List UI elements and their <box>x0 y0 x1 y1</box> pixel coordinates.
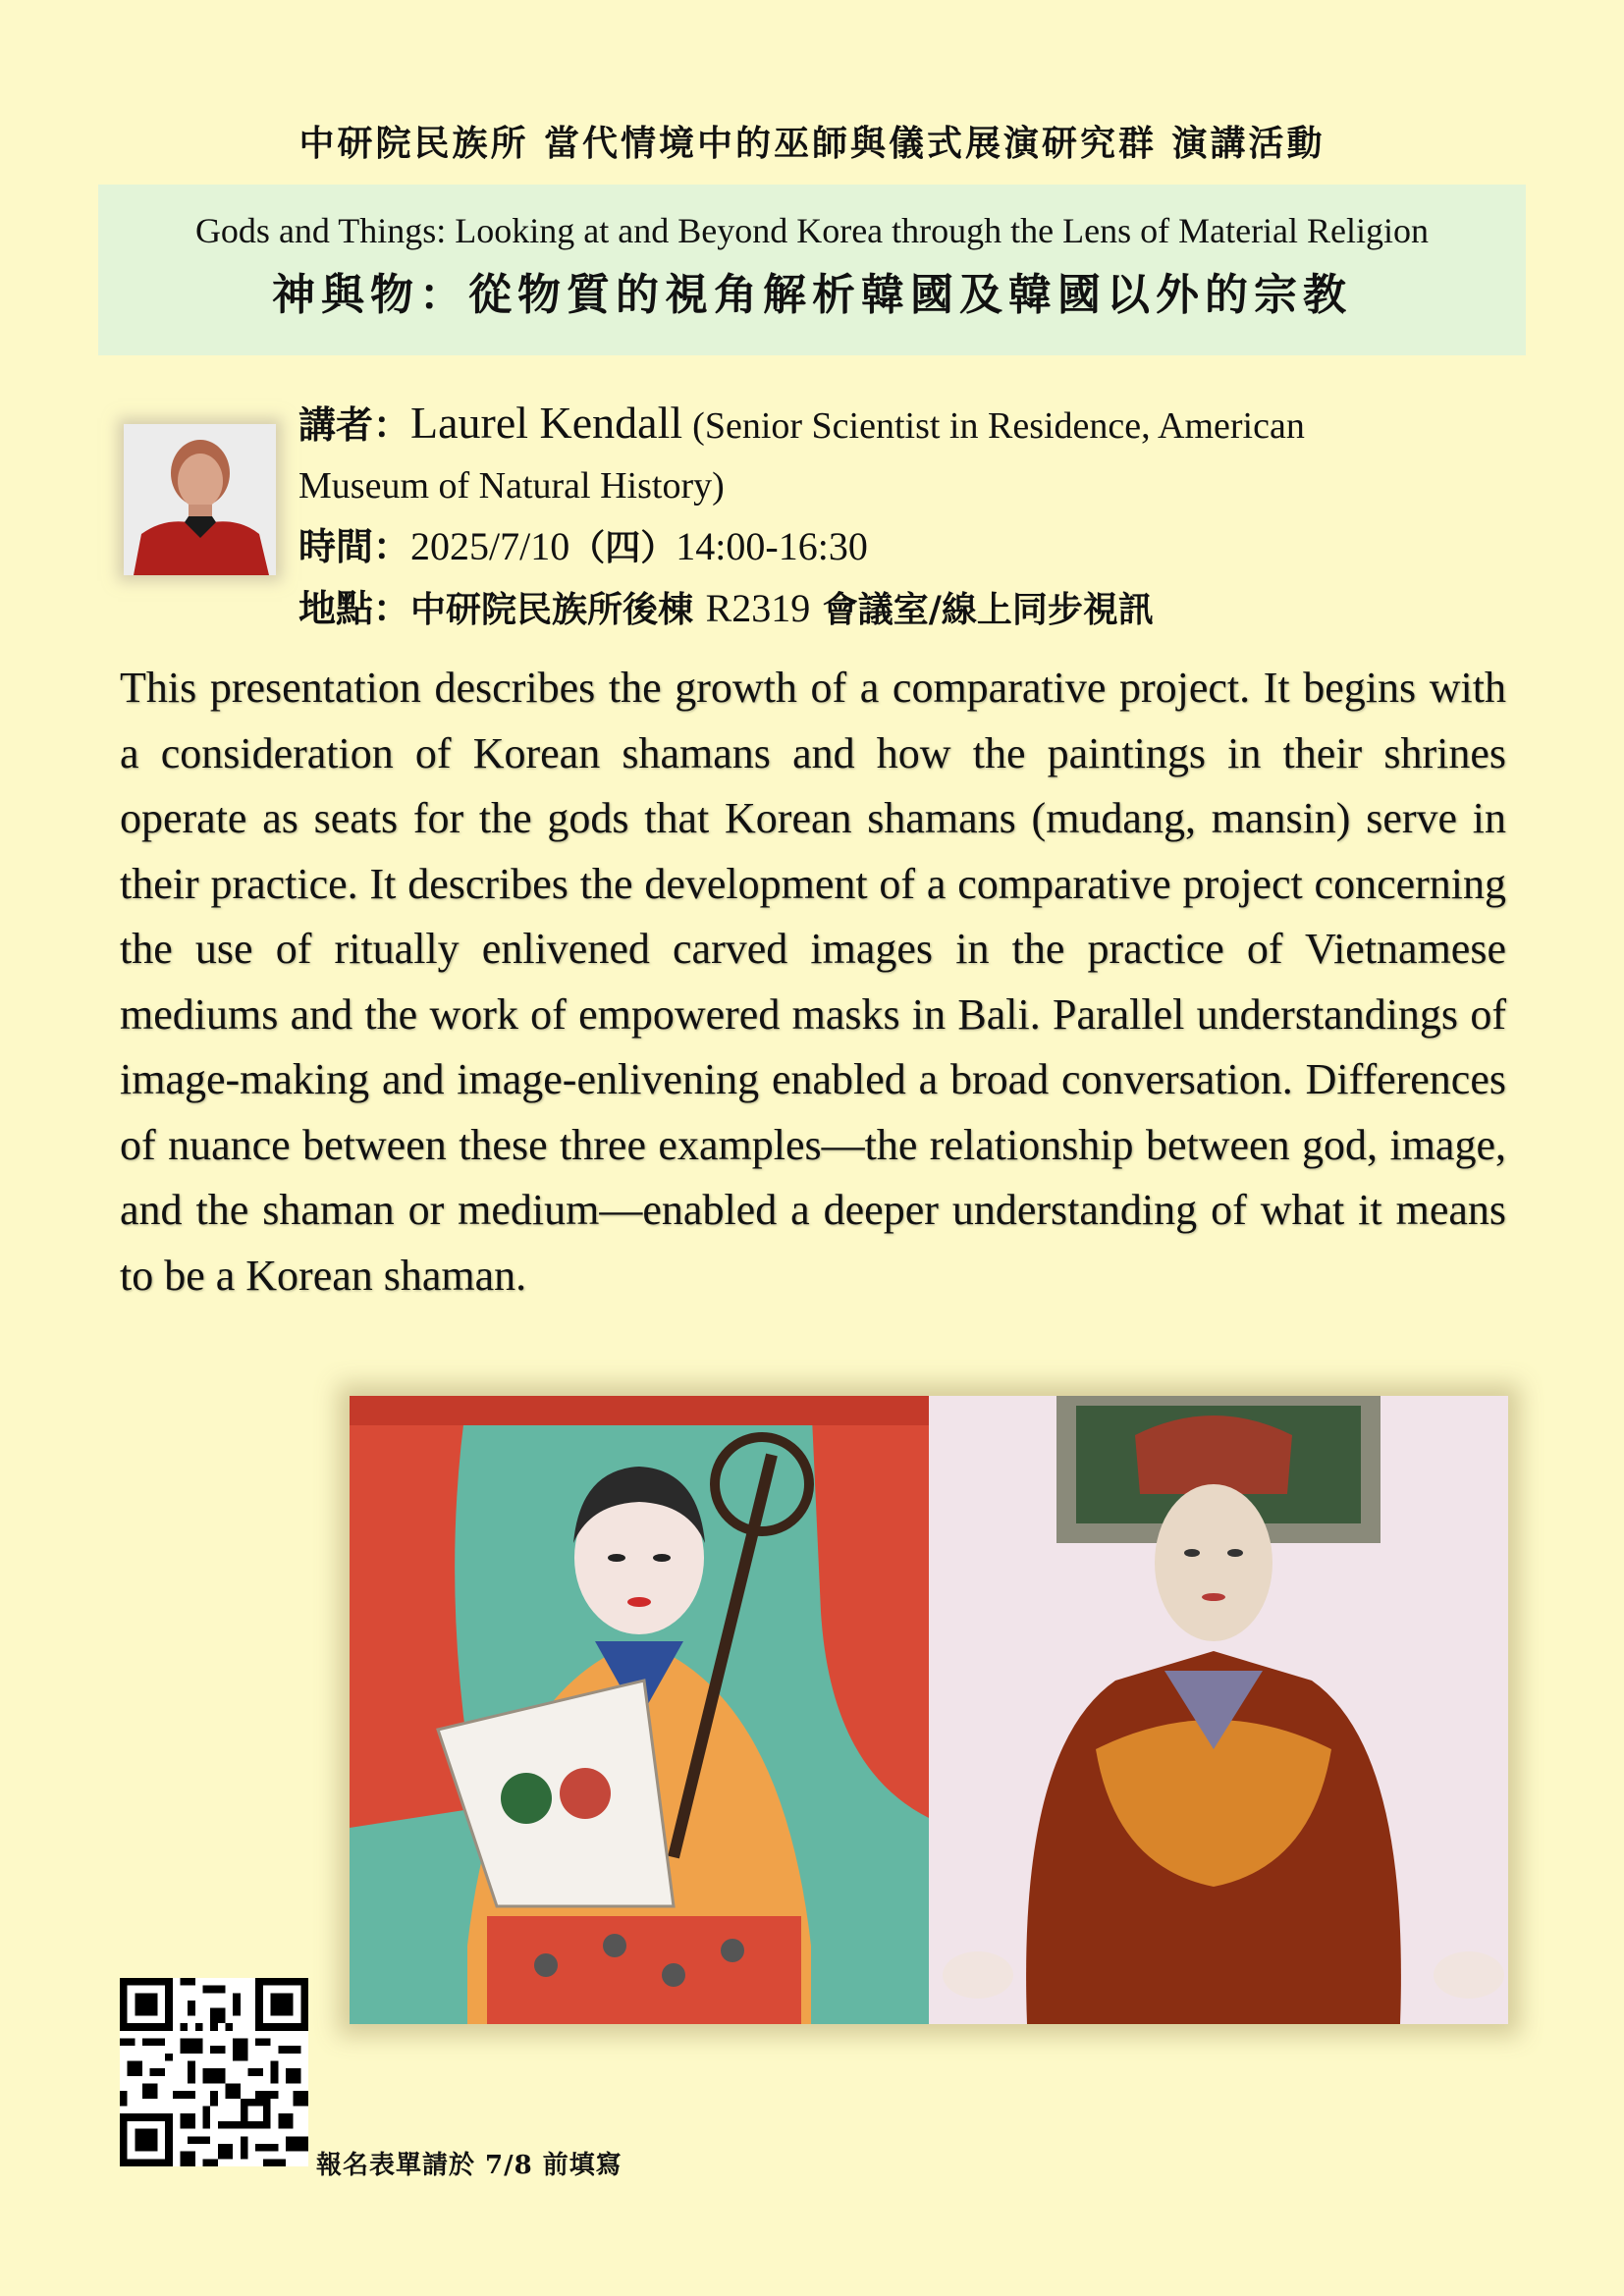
time-line <box>298 516 1516 578</box>
event-weekday: （四） <box>569 527 677 568</box>
vietnamese-medium-statue <box>929 1396 1508 2024</box>
title-banner <box>98 185 1526 355</box>
venue-room: R2319 <box>705 586 811 630</box>
event-hours: 14:00-16:30 <box>676 524 868 568</box>
event-date: 2025/7/10 <box>410 524 570 568</box>
speaker-affiliation-cont: Museum of Natural History) <box>298 465 725 507</box>
speaker-line <box>298 393 1516 456</box>
illustration-photos <box>350 1396 1508 2024</box>
korean-shaman-painting <box>350 1396 929 2024</box>
time-label: 時間： <box>298 524 411 568</box>
speaker-affiliation: (Senior Scientist in Residence, American <box>692 405 1305 447</box>
event-details <box>298 393 1516 640</box>
talk-title-english: Gods and Things: Looking at and Beyond Korea through the Lens of Material Religion <box>194 211 1430 250</box>
event-series-header: 中研院民族所 當代情境中的巫師與儀式展演研究群 演講活動 <box>298 124 1326 164</box>
venue-place: 中研院民族所後棟 <box>410 589 706 630</box>
speaker-label: 講者： <box>298 402 411 447</box>
speaker-name: Laurel Kendall <box>410 398 683 448</box>
talk-abstract: This presentation describes the growth of a comparative project. It begins with a consideration of Korean shamans and how the paintings in their shrines operate as seats for the gods that Korean shamans (mudang, mansin) serve in their practice. It describes the development of a comparative project concerning the use of ritually enlivened carved images in the practice of Vietnamese mediums and the work of empowered masks in Bali. Parallel understandings of image-making and image-enlivening enabled a broad conversation. Differences of nuance between these three examples—the relationship between god, image, and the shaman or medium—enabled a deeper understanding of what it means to be a Korean shaman. <box>120 664 1506 1300</box>
venue-room-type: 會議室/線上同步視訊 <box>810 589 1154 630</box>
speaker-portrait <box>124 424 276 575</box>
registration-deadline: 報名表單請於 7/8 前填寫 <box>316 2151 623 2180</box>
talk-title-chinese: 神與物：從物質的視角解析韓國及韓國以外的宗教 <box>272 270 1352 320</box>
venue-line <box>298 578 1516 640</box>
registration-qr-code[interactable] <box>120 1978 308 2166</box>
venue-label: 地點： <box>298 586 411 630</box>
